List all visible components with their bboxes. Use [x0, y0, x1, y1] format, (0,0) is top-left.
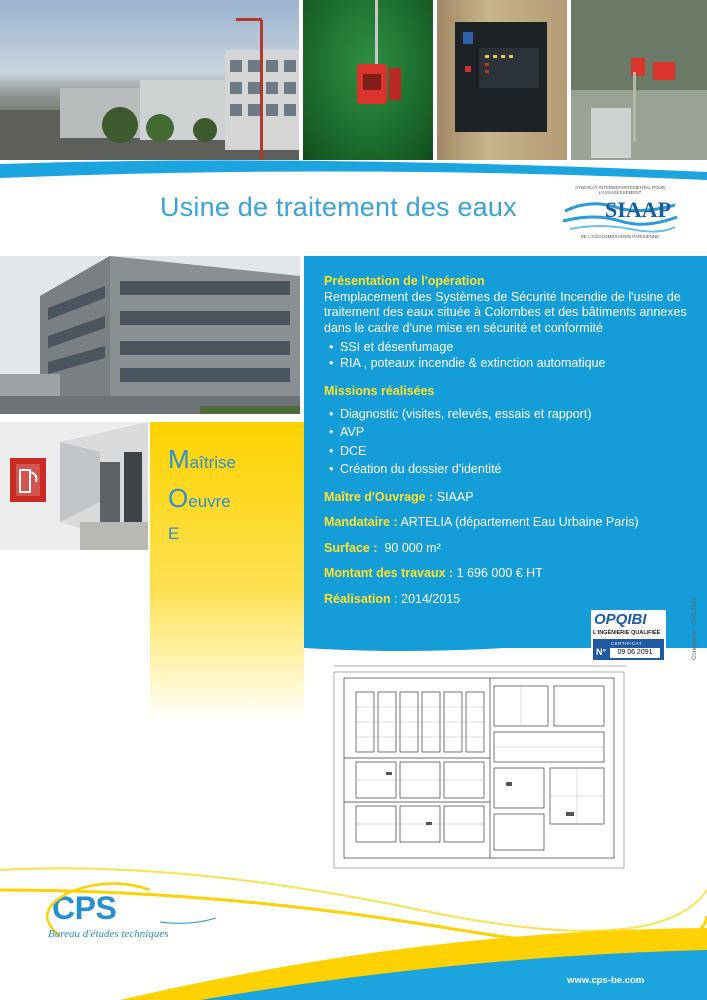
surface-value: 90 000 m² [384, 540, 441, 555]
opqibi-subtitle: L'INGÉNIERIE QUALIFIÉE [593, 630, 661, 636]
missions-bullet: • Diagnostic (visites, relevés, essais et rapport) [324, 407, 694, 423]
photo-fire-control-panel [437, 0, 567, 160]
siaap-bottom-text: DE L'AGGLOMÉRATION PARISIENNE [580, 234, 660, 239]
surface [324, 541, 694, 557]
moe-rest-maitrise: aîtrise [189, 453, 236, 472]
opqibi-number: 09 06 2091 [610, 648, 660, 658]
conception-credit: Conception : CPS 2015 [692, 597, 698, 660]
moe-rest-oeuvre: euvre [188, 492, 231, 511]
opqibi-logo: OPQIBI [594, 611, 647, 628]
realisation-value: : 2014/2015 [394, 591, 461, 606]
info-content [324, 274, 694, 607]
montant-label: Montant des travaux : [324, 566, 454, 580]
montant-value: 1 696 000 € HT [456, 566, 543, 580]
presentation-text: Remplacement des Systèmes de Sécurité Incendie de l'usine de traitement des eaux située à Colombes et des bâtiments annexes dans le cadre d'une mise en sécurité et conformité [324, 289, 687, 335]
maitre-ouvrage [324, 490, 694, 506]
missions-bullet: • Création du dossier d'identité [324, 462, 694, 478]
missions-bullet: • AVP [324, 425, 694, 441]
opqibi-n-label: N° [596, 647, 607, 657]
moe-initial-m: M [168, 444, 190, 474]
missions-heading: Missions réalisées [324, 384, 435, 398]
cps-tagline: Bureau d'études techniques [48, 928, 169, 940]
siaap-logo [560, 183, 680, 243]
photo-fire-alarm-button [303, 0, 433, 160]
page-title: Usine de traitement des eaux [160, 192, 517, 222]
cps-name: CPS [52, 890, 117, 926]
moe-initial-e: E [168, 524, 180, 543]
presentation-bullet: • RIA , poteaux incendie & extinction automatique [324, 356, 694, 372]
website-link[interactable]: www.cps-be.com [567, 975, 645, 986]
realisation [324, 592, 694, 608]
mandataire-value: ARTELIA (département Eau Urbaine Paris) [400, 515, 639, 529]
cps-swoosh-icon [30, 882, 230, 952]
montant [324, 566, 694, 582]
photo-corridor [0, 422, 148, 550]
photo-alarm-wall [571, 0, 707, 160]
presentation-heading: Présentation de l'opération [324, 274, 485, 288]
mandataire [324, 515, 694, 531]
opqibi-badge [591, 610, 666, 662]
realisation-label: Réalisation [324, 591, 391, 606]
opqibi-cert-label: CERTIFICAT [611, 641, 643, 646]
moe-initial-o: O [168, 483, 189, 513]
surface-label: Surface : [324, 540, 378, 555]
missions-bullet: • DCE [324, 444, 694, 460]
maitre-label: Maître d'Ouvrage : [324, 489, 434, 504]
photo-main-building [0, 256, 300, 414]
siaap-name: SIAAP [605, 197, 672, 222]
cps-logo [48, 890, 169, 940]
maitre-value: SIAAP [436, 489, 474, 504]
moe-line-oeuvre [168, 483, 231, 514]
mandataire-label: Mandataire : [324, 515, 398, 529]
siaap-top-text: SYNDICAT INTERDÉPARTEMENTAL POUR L'ASSAINISSEMENT [575, 185, 665, 195]
presentation-bullet: • SSI et désenfumage [324, 340, 694, 356]
moe-line-maitrise [168, 444, 236, 475]
moe-line-e [168, 524, 179, 544]
photo-building-exterior [0, 0, 299, 160]
